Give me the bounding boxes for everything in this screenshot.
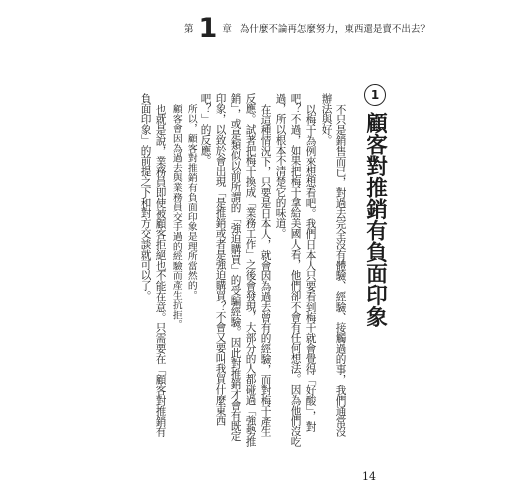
- body-line-5: 過，所以根本不清楚它的味道。: [274, 93, 287, 239]
- body-line-11: 所以，顧客對推銷有負面印象是理所當然的。: [185, 104, 197, 300]
- body-line-6: 在這種情況下，只要是日本人，就會因為過去曾有的經驗，而對梅干產生: [259, 104, 272, 437]
- chapter-prefix: 第: [184, 24, 194, 35]
- chapter-number: 1: [198, 12, 218, 44]
- section-title: 顧客對推銷有負面印象: [362, 112, 388, 327]
- body-line-8: 銷」，或是類似以前所謂的「強迫購買」的受騙經驗。因此對推銷才會有既定: [229, 93, 242, 442]
- body-line-7: 反應。試著把梅干換成「業務工作」之後會發現，大部分的人都碰過「強勢推: [244, 93, 257, 447]
- body-line-10: 吧？」的反應。: [199, 93, 212, 166]
- body-line-13: 也就是說，業務員即使被顧客拒絕也不能在意。只需要在「顧客對推銷有: [154, 104, 167, 437]
- page-number: 14: [362, 470, 376, 483]
- body-line-4: 吧？不過，如果把梅干拿給美國人看，他們卻不會有任何想法。因為他們沒吃: [289, 93, 302, 447]
- chapter-header: [184, 11, 430, 45]
- body-line-3: 以梅干為例來想想看吧。我們日本人只要看到梅干就會覺得「好酸」，對: [304, 104, 317, 432]
- body-line-1: 不只是銷售而已，對過去完全沒有體驗、經驗、接觸過的事，我們通常沒: [334, 104, 347, 437]
- body-line-9: 印象，以致於會出現「是推銷或者是強迫購買？不會又要叫我買什麼東西: [214, 93, 227, 426]
- chapter-title: 為什麼不論再怎麼努力，東西還是賣不出去？: [239, 24, 430, 35]
- body-line-2: 辦法與好。: [320, 93, 333, 145]
- section-number-badge: 1: [364, 84, 386, 106]
- chapter-suffix: 章: [222, 24, 232, 35]
- body-line-14: 負面印象」的前提之下和對方交談就可以了。: [139, 93, 152, 301]
- body-line-12: 顧客會因為過去與業務員交手過的經驗而產生抗拒。: [170, 104, 182, 330]
